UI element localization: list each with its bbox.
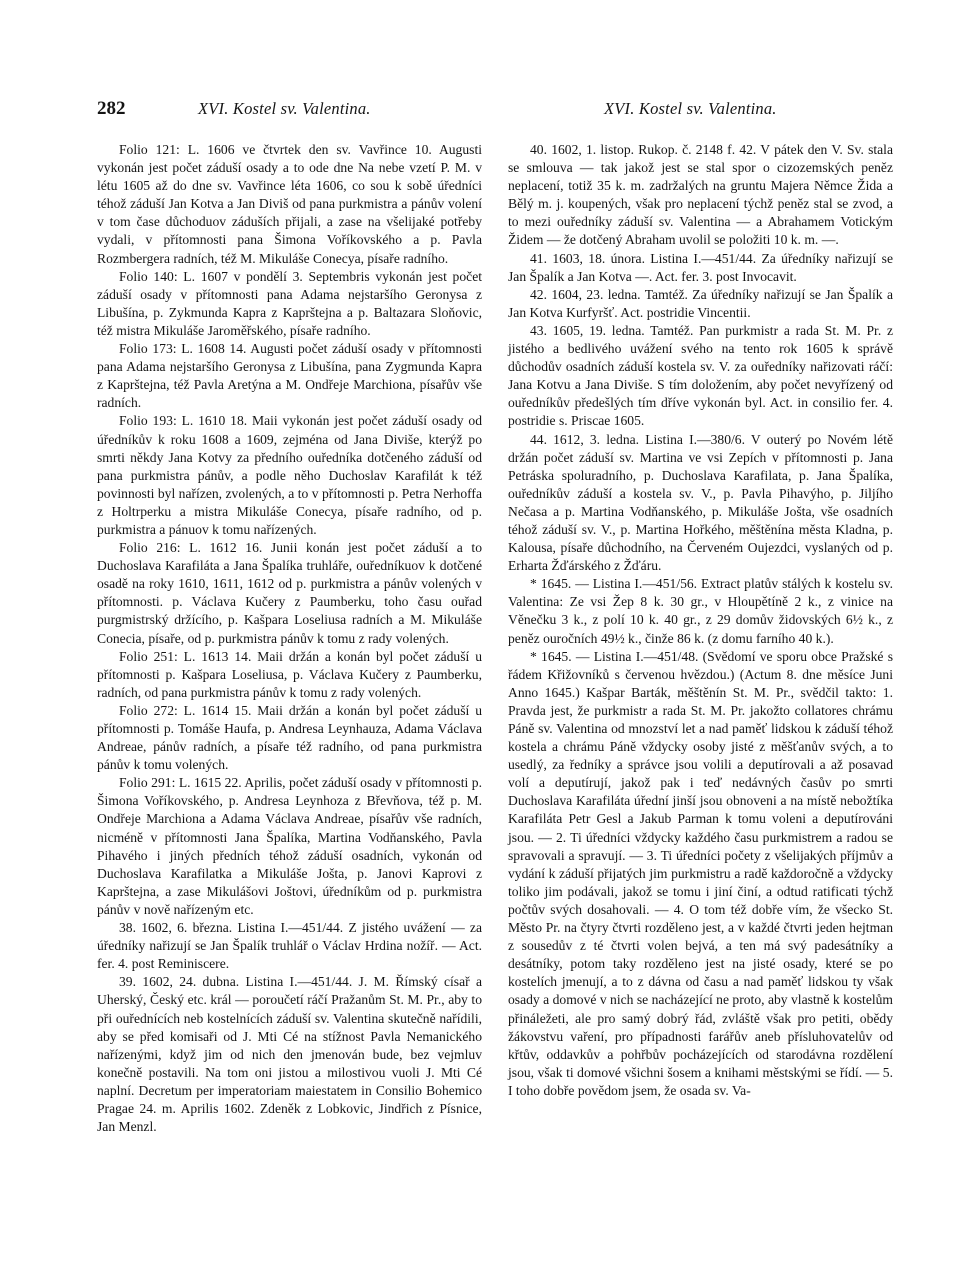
- left-column: [97, 141, 482, 1136]
- paragraph-folio-216: Folio 216: L. 1612 16. Junii konán jest počet záduší a to Duchoslava Karafiláta a Jana Špalíka truhláře, ouředníkuov k dotčené osadě na roky 1610, 1611, 1612 od p. purkmistra a pánův volených v přítomnosti. p. Václava Kučery z Paumberku, toho času ouřad purgmistrský držícího, p. Kašpara Loseliusa radních a M. Mikuláše Conecia, písaře, od p. purkmistra pánův k tomu z rady volených.: [97, 540, 482, 646]
- entry-39: 39. 1602, 24. dubna. Listina I.—451/44. J. M. Římský císař a Uherský, Český etc. král — poroučetí ráčí Pražanům St. M. Pr., aby to při ouřednících neb kostelnících záduší sv. Valentina skutečně nařídili, aby se před komisaři od J. Mti Cé na stížnost Pavla Nemanického nařízenými, když jim od nich den jmenován bude, bez vejmluv konečně postavili. Na tom oni jistou a milostivou vuoli J. Mti Cé naplní. Decretum per imperatoriam maiestatem in Consilio Bohemico Pragae 24. m. Aprilis 1602. Zdeněk z Lobkovic, Jindřich z Písnice, Jan Menzl.: [97, 974, 482, 1135]
- running-head-left: XVI. Kostel sv. Valentina.: [198, 99, 371, 118]
- entry-1645-extract: * 1645. — Listina I.—451/56. Extract platův stálých k kostelu sv. Valentina: Ze vsi Žep 8 k. 30 gr., v Hloupětíně 2 k., z vinice na Věnečku 3 k., z polí 10 k. 40 gr., z 29 domův židovských 6½ k., z peněz ouročních 49½ k., činže 86 k. (z domu farního 40 k.).: [508, 576, 893, 646]
- entry-43: 43. 1605, 19. ledna. Tamtéž. Pan purkmistr a rada St. M. Pr. z jistého a bedlivého uvážení svého na tento rok 1605 k správě důchodův osadních záduší kostela sv. V. za ouředníky nařizovati ráčí: Jana Kotvu a Jana Diviše. S tím doložením, aby počet nevyřízený od ouředníkův předešlých tím dříve vykonán byl. Act. in consilio fer. 4. postridie s. Priscae 1605.: [508, 322, 893, 429]
- paragraph-folio-251: Folio 251: L. 1613 14. Maii držán a konán byl počet záduší u přítomnosti p. Kašpara Loseliusa, p. Václava Kučery z Paumberku, radních, od pana purkmistra pánův k tomu z rady volených.: [97, 648, 482, 700]
- right-column: [508, 141, 893, 1100]
- entry-40: 40. 1602, 1. listop. Rukop. č. 2148 f. 42. V pátek den V. Sv. stala se smlouva — tak jakož jest se stal spor o cizozemských peněz neplacení, totiž 35 k. m. zadržalých na gruntu Majera Němce Žida a Bělý m. j. koupených, však pro neplacení týchž peněz stal se zvod, a to mezi ouředníky záduší sv. Valentina — a Abrahamem Votickým Židem — že dotčený Abraham uvolil se položiti 10 k. m. —.: [508, 142, 893, 248]
- running-head-right: XVI. Kostel sv. Valentina.: [604, 99, 777, 118]
- running-header: [0, 98, 960, 122]
- entry-1645-testimony: * 1645. — Listina I.—451/48. (Svědomí ve sporu obce Pražské s řádem Křižovníků s červenou hvězdou.) (Actum 8. dne měsíce Juni Anno 1645.) Kašpar Barták, měštěnín St. M. Pr., svědčil takto: 1. Pravda jest, že purkmistr a rada St. M. Pr. jakožto collatores chrámu Páně sv. Valentina od mnozství let a nad paměť lidskou k záduší téhož kostela a chrámu Páně vždycky osoby jisté z měšťanův svých, a to usedlý, za ředníky a správce jsou volili a deputírovali a až posavad volí a deputírují, jakož pak i teď nedávných časův po smrti Duchoslava Karafiláta úřední jinší jsou obnoveni a na místě nebožtíka Karafiláta Petr Gesl a Jakub Parman k tomu voleni a deputírováni jsou. — 2. Ti úředníci vždycky každého času purkmistrem a radou se spravovali a spravují. — 3. Ti úředníci počety z všelijakých příjmův a vydání k záduší přijatých jim purkmistru a radě každoročně a vždycky toliko jim podávali, jakož se tomu i jiní činí, a odtud ratificati týchž počtův svých dosahovali. — 4. O tom též dobře vím, že všecko St. Město Pr. na čtyry čtvrti rozděleno jest, a v každé čtvrti jeden hejtman z sousedův z té čtvrti volen bejvá, a ten má svý padesátníky a desátníky, potom taky rozděleno jest na jisté osady, které se po kostelích jmenují, a to z dávna od času a nad paměť lidskou ty však osady a domové v nich se nacházející ne proto, aby vlastně k kostelům přináležeti, ale pro samý dobrý řád, zvláště však pro petiti, obědy žákovstvu vaření, pro případnosti farářův aneb přísluhovatelův od křtův, oddavkův a pohřbův pocházejících od starodávna rozdělení jsou, však ti domové všichni šosem a knihami městskými se řídí. — 5. I toho dobře povědom jsem, že osada sv. Va-: [508, 648, 893, 1098]
- paragraph-folio-173: Folio 173: L. 1608 14. Augusti počet záduší osady v přítomnosti pana Adama nejstaršího Geronysa z Libušína, pana Zygmunda Kapra z Kaprštejna, též Pavla Aretýna a M. Ondřeje Marchiona, písařův vše radních.: [97, 341, 482, 411]
- paragraph-folio-121: Folio 121: L. 1606 ve čtvrtek den sv. Vavřince 10. Augusti vykonán jest počet záduší osady a to ode dne Na nebe vzetí P. M. v létu 1605 až do dne sv. Vavřince léta 1606, co sou k sobě úředníci téhož záduší Jan Kotva a Jan Diviš od pana purkmistra a pánův volení v tom čase důchoduov záduších přijali, a zase na všelijaké potřeby vydali, v přítomnosti pana Šimona Voříkovského a p. Pavla Rozmbergera radních, též M. Mikuláše Conecya, písaře radního.: [97, 142, 482, 266]
- entry-38: 38. 1602, 6. března. Listina I.—451/44. Z jistého uvážení — za úředníky nařizují se Jan Špalík truhlář o Václav Hrdina nožíř. — Act. fer. 4. post Reminiscere.: [97, 920, 482, 972]
- paragraph-folio-193: Folio 193: L. 1610 18. Maii vykonán jest počet záduší osady od úředníkův k roku 1608 a 1609, zejména od Jana Diviše, kterýž po smrti někdy Jana Kotvy za předního ouředníka dotčeného záduší od pana purkmistra pánův, a podle něho Duchoslav Karafilát k též povinnosti byl nařízen, zvolených, a to v přítomnosti p. Petra Nerhoffa z Holtrperku a mistra Mikuláše Conecya, písaře radního, od p. purkmistra a pánuov k tomu nařízených.: [97, 413, 482, 537]
- entry-41: 41. 1603, 18. února. Listina I.—451/44. Za úředníky nařizují se Jan Špalík a Jan Kotva —. Act. fer. 3. post Invocavit.: [508, 250, 893, 284]
- entry-44: 44. 1612, 3. ledna. Listina I.—380/6. V outerý po Novém létě držán počet záduší sv. Martina ve vsi Zepích v přítomnosti p. Jana Petráska spoluradního, p. Duchoslava Karafilata, p. Jana Špalíka, ouředníkův záduší a kostela sv. V., p. Pavla Pihavýho, p. Jiljího Nečasa a p. Martina Vodňanského, p. Mikuláše Jošta, vše osadních téhož záduší sv. V., p. Martina Hořkého, měštěnína města Kladna, p. Kalousa, písaře důchodního, na Červeném Oujezdci, vyslaných od p. Erharta Žďárského z Žďáru.: [508, 431, 893, 574]
- paragraph-folio-140: Folio 140: L. 1607 v pondělí 3. Septembris vykonán jest počet záduší osady v přítomnosti pana Adama nejstaršího Geronysa z Libušína, p. Zykmunda Kapra z Kaprštejna a p. Baltazara Sloňovic, též mistra Mikuláše Jaroměřského, písaře radního.: [97, 268, 482, 338]
- entry-42: 42. 1604, 23. ledna. Tamtéž. Za úředníky nařizují se Jan Špalík a Jan Kotva Kurfyršť. Act. postridie Vincentii.: [508, 286, 893, 320]
- paragraph-folio-291: Folio 291: L. 1615 22. Aprilis, počet záduší osady v přítomnosti p. Šimona Voříkovského, p. Andresa Leynhoza z Břevňova, též p. M. Ondřeje Marchiona a Adama Václava Andreae, písařův vše radních, nicméně v přítomnosti Jana Špalíka, Martina Vodňanského, Pavla Pihavého i jiných předních téhož záduší osadních, vykonán od Duchoslava Karafilatka a Mikuláše Jošta, p. Janovi Kaprovi z Kaprštejna, a zase Mikulášovi Joštovi, úředníkům od p. purkmistra pánův v nově nařízeným etc.: [97, 775, 482, 917]
- page-number: 282: [97, 98, 126, 119]
- paragraph-folio-272: Folio 272: L. 1614 15. Maii držán a konán byl počet záduší u přítomnosti p. Tomáše Haufa, p. Andresa Leynhauza, Adama Václava Andreae, pánův radních, a písaře též radního, od pana purkmistra pánův k tomu volených.: [97, 702, 482, 773]
